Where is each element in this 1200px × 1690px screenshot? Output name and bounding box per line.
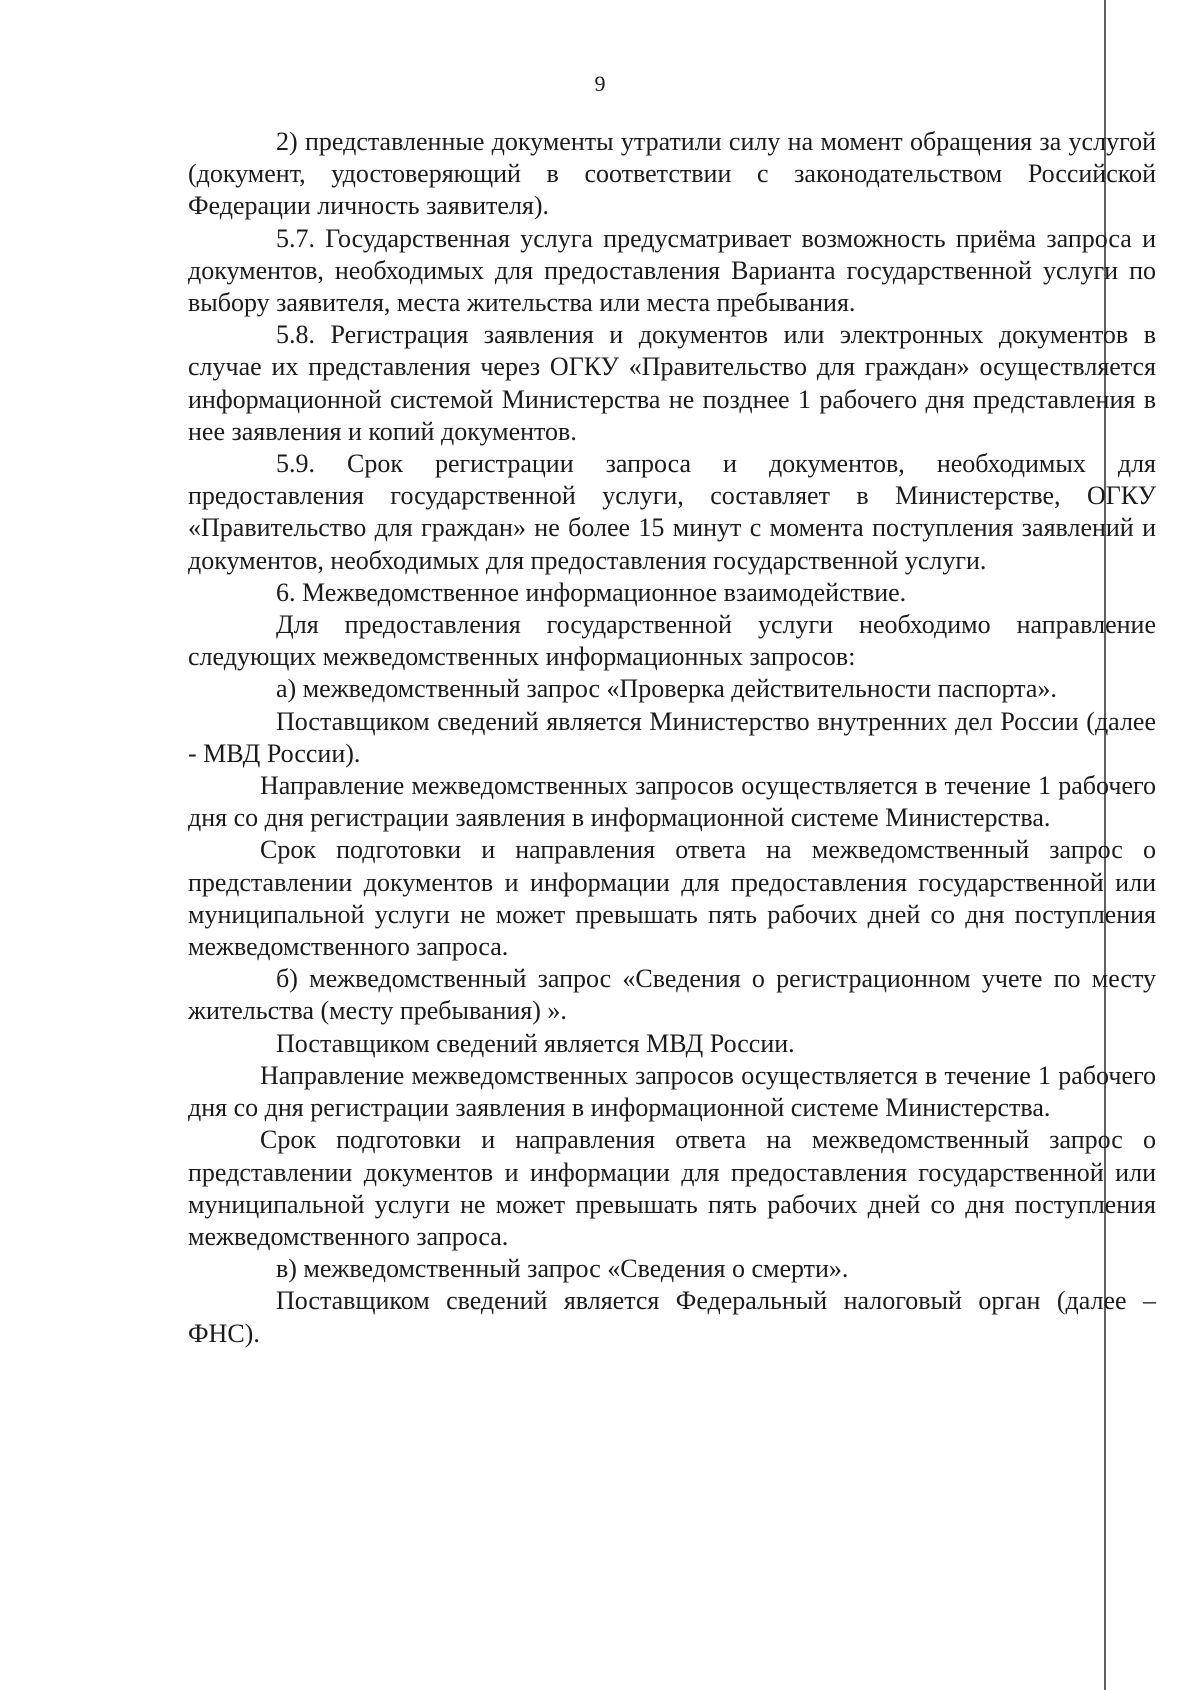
paragraph-requests-intro: Для предоставления государственной услуги необходимо направление следующих межведомственных информационных запросов: (188, 610, 1156, 672)
document-body (188, 126, 1156, 1350)
paragraph-5-7: 5.7. Государственная услуга предусматривает возможность приёма запроса и документов, необходимых для предоставления Варианта государственной услуги по выбору заявителя, места жительства или места пребывания. (188, 223, 1156, 318)
paragraph-sending-b: Направление межведомственных запросов осуществляется в течение 1 рабочего дня со дня регистрации заявления в информационной системе Министерства. (188, 1060, 1156, 1123)
paragraph-request-c: в) межведомственный запрос «Сведения о смерти». (276, 1254, 849, 1284)
paragraph-item-2-invalid-documents: 2) представленные документы утратили силу на момент обращения за услугой (документ, удостоверяющий в соответствии с законодательством Российской Федерации личность заявителя). (188, 127, 1156, 221)
paragraph-deadline-b: Срок подготовки и направления ответа на межведомственный запрос о представлении документов и информации для предоставления государственной или муниципальной услуги не может превышать пять рабочих дней со дня поступления межведомственного запроса. (188, 1125, 1156, 1251)
paragraph-supplier-b: Поставщиком сведений является МВД России. (276, 1028, 795, 1058)
paragraph-request-b: б) межведомственный запрос «Сведения о регистрационном учете по месту жительства (месту пребывания) ». (188, 964, 1156, 1026)
paragraph-5-8: 5.8. Регистрация заявления и документов или электронных документов в случае их представления через ОГКУ «Правительство для граждан» осуществляется информационной системой Министерства не позднее 1 рабочего дня представления в нее заявления и копий документов. (188, 320, 1156, 446)
paragraph-request-a: а) межведомственный запрос «Проверка действительности паспорта». (276, 674, 1057, 704)
paragraph-6-heading: 6. Межведомственное информационное взаимодействие. (276, 577, 907, 607)
paragraph-supplier-a: Поставщиком сведений является Министерство внутренних дел России (далее - МВД России). (188, 706, 1156, 768)
paragraph-sending-a: Направление межведомственных запросов осуществляется в течение 1 рабочего дня со дня регистрации заявления в информационной системе Министерства. (188, 771, 1156, 833)
page-number: 9 (594, 71, 606, 96)
paragraph-deadline-a: Срок подготовки и направления ответа на межведомственный запрос о представлении документов и информации для предоставления государственной или муниципальной услуги не может превышать пять рабочих дней со дня поступления межведомственного запроса. (188, 835, 1156, 962)
paragraph-5-9: 5.9. Срок регистрации запроса и документов, необходимых для предоставления государственной услуги, составляет в Министерстве, ОГКУ «Правительство для граждан» не более 15 минут с момента поступления заявлений и документов, необходимых для предоставления государственной услуги. (188, 449, 1156, 575)
paragraph-supplier-c: Поставщиком сведений является Федеральный налоговый орган (далее – ФНС). (188, 1286, 1156, 1348)
